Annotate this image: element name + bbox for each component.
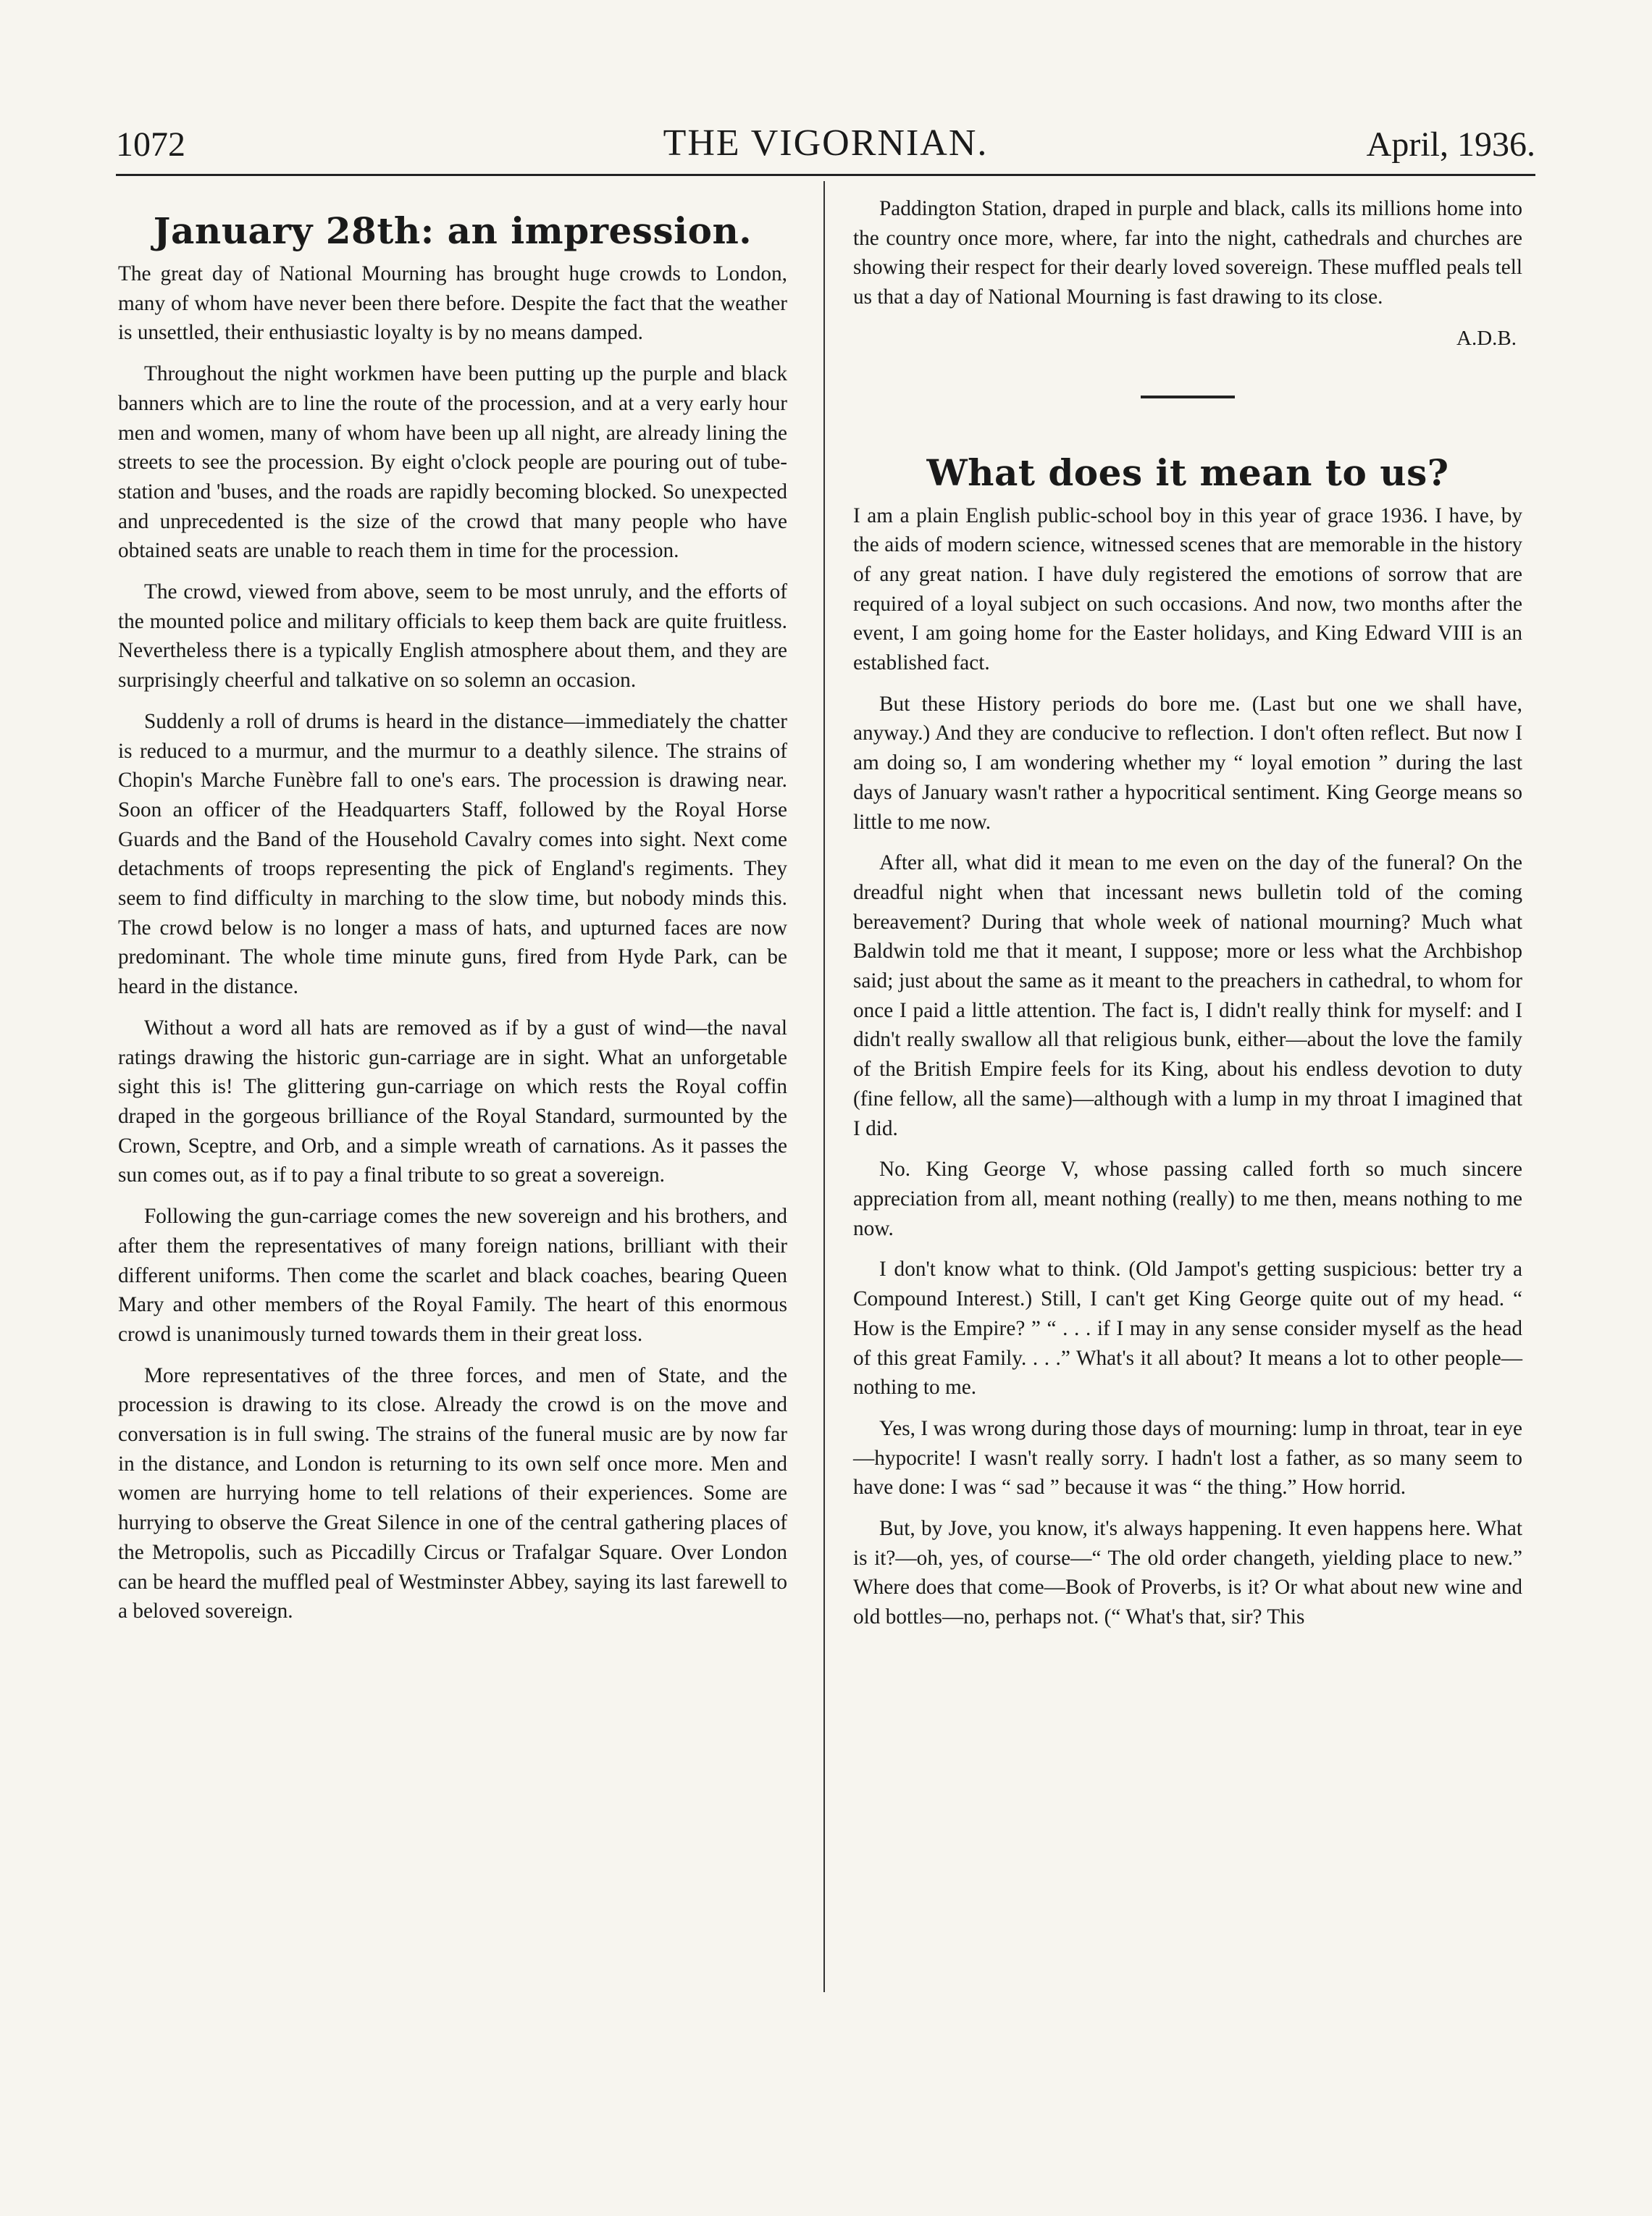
article-2-paragraph: But, by Jove, you know, it's always happening. It even happens here. What is it?—oh, yes, of course—“ The old order changeth, yielding place to new.” Where does that come—Book of Proverbs, is it? Or what about new wine and old bottles—no, perhaps not. (“ What's that, sir? This [853,1517,1522,1629]
article-2-paragraph: But these History periods do bore me. (Last but one we shall have, anyway.) And they are conducive to reflection. I don't often reflect. But now I am doing so, I am wondering whether my “ loyal emotion ” during the last days of January wasn't rather a hypocritical sentiment. King George means so little to me now. [853,692,1522,834]
article-1-paragraph: Following the gun-carriage comes the new sovereign and his brothers, and after them the representatives of many foreign nations, brilliant with their different uniforms. Then come the scarlet and black coaches, bearing Queen Mary and other members of the Royal Family. The heart of this enormous crowd is unanimously turned towards them in their great loss. [118,1205,787,1346]
article-2-paragraph: After all, what did it mean to me even on the day of the funeral? On the dreadful night when that incessant news bulletin told of the coming bereavement? During that whole week of national mourning? Much what Baldwin told me that it meant, I suppose; more or less what the Archbishop said; just about the same as it meant to the preachers in cathedral, to whom for once I paid a little attention. The fact is, I didn't really think for myself: and I didn't really swallow all that religious bunk, either—about the love the family of the British Empire feels for its King, about his endless devotion to duty (fine fellow, all the same)—although with a lump in my throat I imagined that I did. [853,851,1522,1140]
article-1-title: January 28th: an impression. [153,209,752,252]
article-1-paragraph: The crowd, viewed from above, seem to be most unruly, and the efforts of the mounted police and military officials to keep them back are quite fruitless. Nevertheless there is a typically English atmosphere about them, and they are surprisingly cheerful and talkative on so solemn an occasion. [118,580,787,693]
issue-date: April, 1936. [1366,125,1535,164]
article-1-signature: A.D.B. [1456,326,1517,350]
page-header [116,122,1535,172]
column-rule [823,181,825,1992]
article-1-paragraph: Suddenly a roll of drums is heard in the distance—immediately the chatter is reduced to a murmur, and the murmur to a deathly silence. The strains of Chopin's Marche Funèbre fall to one's ears. The procession is drawing near. Soon an officer of the Headquarters Staff, followed by the Royal Horse Guards and the Band of the Household Cavalry comes into sight. Next come detachments of troops representing the pick of England's regiments. They seem to find difficulty in marching to the slow time, but nobody minds this. The crowd below is no longer a mass of hats, and upturned faces are now predominant. The whole time minute guns, fired from Hyde Park, can be heard in the distance. [118,709,787,999]
article-2-paragraph: I don't know what to think. (Old Jampot's getting suspicious: better try a Compound Interest.) Still, I can't get King George quite out of my head. “ How is the Empire? ” “ . . . if I may in any sense consider myself as the head of this great Family. . . .” What's it all about? It means a lot to other people—nothing to me. [853,1258,1522,1400]
article-2-paragraph: No. King George V, whose passing called forth so much sincere appreciation from all, meant nothing (really) to me then, means nothing to me now. [853,1158,1522,1240]
article-1-paragraph: More representatives of the three forces, and men of State, and the procession is drawing to its close. Already the crowd is on the move and conversation is in full swing. The strains of the funeral music are by now far in the distance, and London is returning to its own self once more. Men and women are hurrying home to tell relations of their experiences. Some are hurrying to observe the Great Silence in one of the central gathering places of the Metropolis, such as Piccadilly Circus or Trafalgar Square. Over London can be heard the muffled peal of Westminster Abbey, saying its last farewell to a beloved sovereign. [118,1363,787,1623]
article-divider [1141,396,1235,398]
article-2-title: What does it mean to us? [926,451,1449,494]
article-1-paragraph: Paddington Station, draped in purple and black, calls its millions home into the country once more, where, far into the night, cathedrals and churches are showing their respect for their dearly loved sovereign. These muffled peals tell us that a day of National Mourning is fast drawing to its close. [853,197,1522,309]
publication-title: THE VIGORNIAN. [663,122,989,164]
article-2-paragraph: I am a plain English public-school boy in this year of grace 1936. I have, by the aids of modern science, witnessed scenes that are memorable in the history of any great nation. I have duly registered the emotions of sorrow that are required of a loyal subject on such occasions. And now, two months after the event, I am going home for the Easter holidays, and King Edward VIII is an established fact. [853,503,1522,675]
article-1-paragraph: Throughout the night workmen have been putting up the purple and black banners which are to line the route of the procession, and at a very early hour men and women, many of whom have been up all night, are already lining the streets to see the procession. By eight o'clock people are pouring out of tube-station and 'buses, and the roads are rapidly becoming blocked. So unexpected and unprecedented is the size of the crowd that many people who have obtained seats are unable to reach them in time for the procession. [118,362,787,563]
article-2-paragraph: Yes, I was wrong during those days of mourning: lump in throat, tear in eye—hypocrite! I wasn't really sorry. I hadn't lost a father, as so many seem to have done: I was “ sad ” because it was “ the thing.” How horrid. [853,1416,1522,1500]
article-1-paragraph: Without a word all hats are removed as if by a gust of wind—the naval ratings drawing the historic gun-carriage are in sight. What an unforgetable sight this is! The glittering gun-carriage on which rests the Royal coffin draped in the gorgeous brilliance of the Royal Standard, surmounted by the Crown, Sceptre, and Orb, and a simple wreath of carnations. As it passes the sun comes out, as if to pay a final tribute to so great a sovereign. [118,1016,787,1187]
page-number: 1072 [116,125,185,164]
article-1-paragraph: The great day of National Mourning has brought huge crowds to London, many of whom have never been there before. Despite the fact that the weather is unsettled, their enthusiastic loyalty is by no means damped. [118,262,787,345]
left-column [118,194,787,1638]
right-column [853,194,1522,1644]
header-rule [116,174,1535,176]
